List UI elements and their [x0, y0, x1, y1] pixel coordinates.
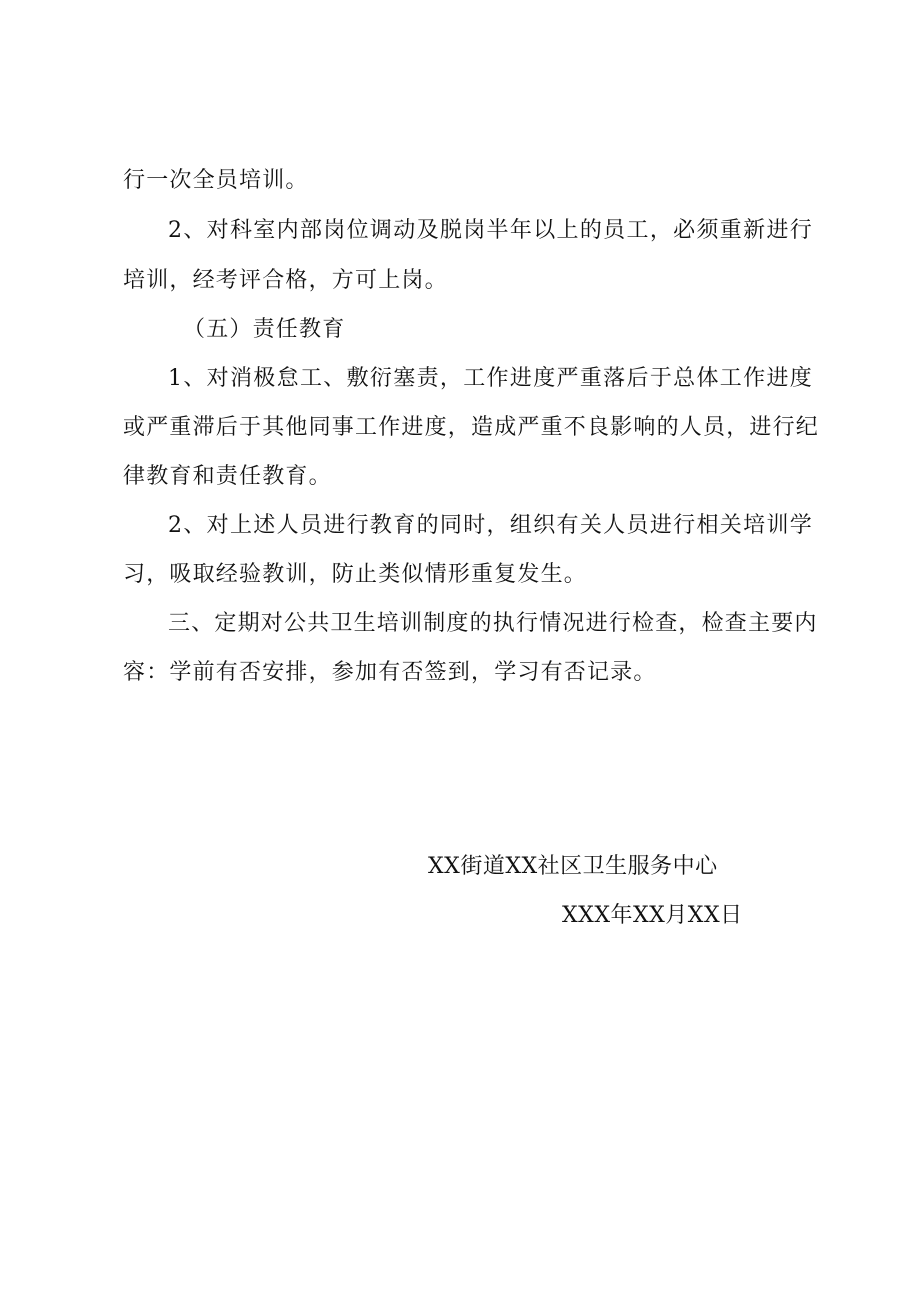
item-1-responsibility-line-2: 或严重滞后于其他同事工作进度，造成严重不良影响的人员，进行纪: [123, 415, 820, 440]
item-2-responsibility-line-2: 习，吸取经验教训，防止类似情形重复发生。: [123, 562, 588, 587]
item-1-responsibility-line-1: 1、对消极怠工、敷衍塞责，工作进度严重落后于总体工作进度: [168, 366, 813, 391]
item-2-training-line-1: 2、对科室内部岗位调动及脱岗半年以上的员工，必须重新进行: [168, 218, 813, 243]
signature-organization: XX街道XX社区卫生服务中心: [428, 854, 718, 879]
signature-date: XXX年XX月XX日: [562, 903, 743, 928]
item-2-training-line-2: 培训，经考评合格，方可上岗。: [123, 268, 448, 293]
section-three-inspection-line-1: 三、定期对公共卫生培训制度的执行情况进行检查，检查主要内: [168, 611, 818, 636]
item-1-responsibility-line-3: 律教育和责任教育。: [123, 464, 332, 489]
paragraph-line-continuation: 行一次全员培训。: [123, 168, 309, 193]
section-heading-responsibility-education: （五）责任教育: [183, 317, 346, 342]
section-three-inspection-line-2: 容：学前有否安排，参加有否签到，学习有否记录。: [123, 660, 657, 685]
item-2-responsibility-line-1: 2、对上述人员进行教育的同时，组织有关人员进行相关培训学: [168, 513, 813, 538]
